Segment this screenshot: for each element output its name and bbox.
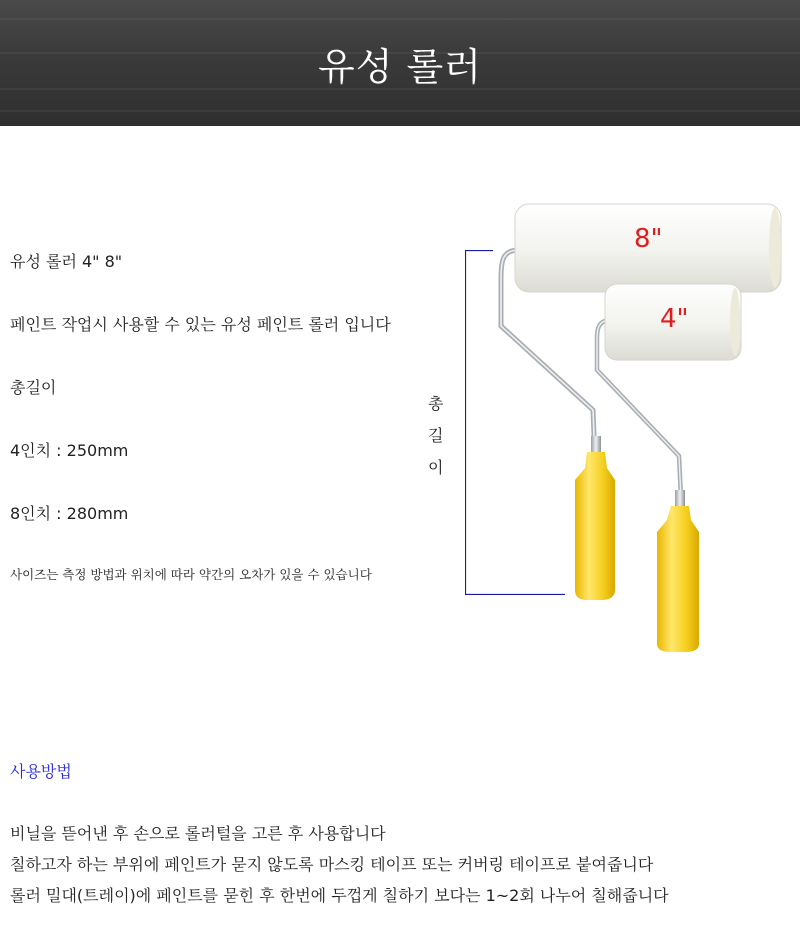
roller-product-image [495, 198, 795, 658]
usage-line: 칠하고자 하는 부위에 페인트가 묻지 않도록 마스킹 테이프 또는 커버링 테이프로 붙여줍니다 [10, 855, 654, 874]
usage-title: 사용방법 [10, 762, 72, 781]
page-title: 유성 롤러 [318, 45, 482, 89]
size-4inch-text: 4인치 : 250mm [10, 441, 129, 460]
vertical-label-char: 이 [428, 458, 444, 477]
total-length-title: 총길이 [10, 378, 57, 397]
vertical-label-char: 길 [428, 426, 444, 445]
small-roller-size-label: 4" [660, 304, 689, 334]
header-banner [0, 0, 800, 126]
large-roller-size-label: 8" [634, 224, 663, 254]
usage-line: 롤러 밀대(트레이)에 페인트를 묻힌 후 한번에 두껍게 칠하기 보다는 1~2회 나누어 칠해줍니다 [10, 886, 669, 905]
size-note-text: 사이즈는 측정 방법과 위치에 따라 약간의 오차가 있을 수 있습니다 [10, 567, 372, 582]
large-roller-handle [575, 452, 615, 600]
product-line-text: 유성 롤러 4" 8" [10, 252, 123, 271]
size-8inch-text: 8인치 : 280mm [10, 504, 129, 523]
description-text: 페인트 작업시 사용할 수 있는 유성 페인트 롤러 입니다 [10, 315, 391, 334]
usage-line: 비닐을 뜯어낸 후 손으로 롤러털을 고른 후 사용합니다 [10, 824, 386, 843]
small-roller-handle [657, 506, 699, 652]
vertical-label-char: 총 [428, 394, 444, 413]
